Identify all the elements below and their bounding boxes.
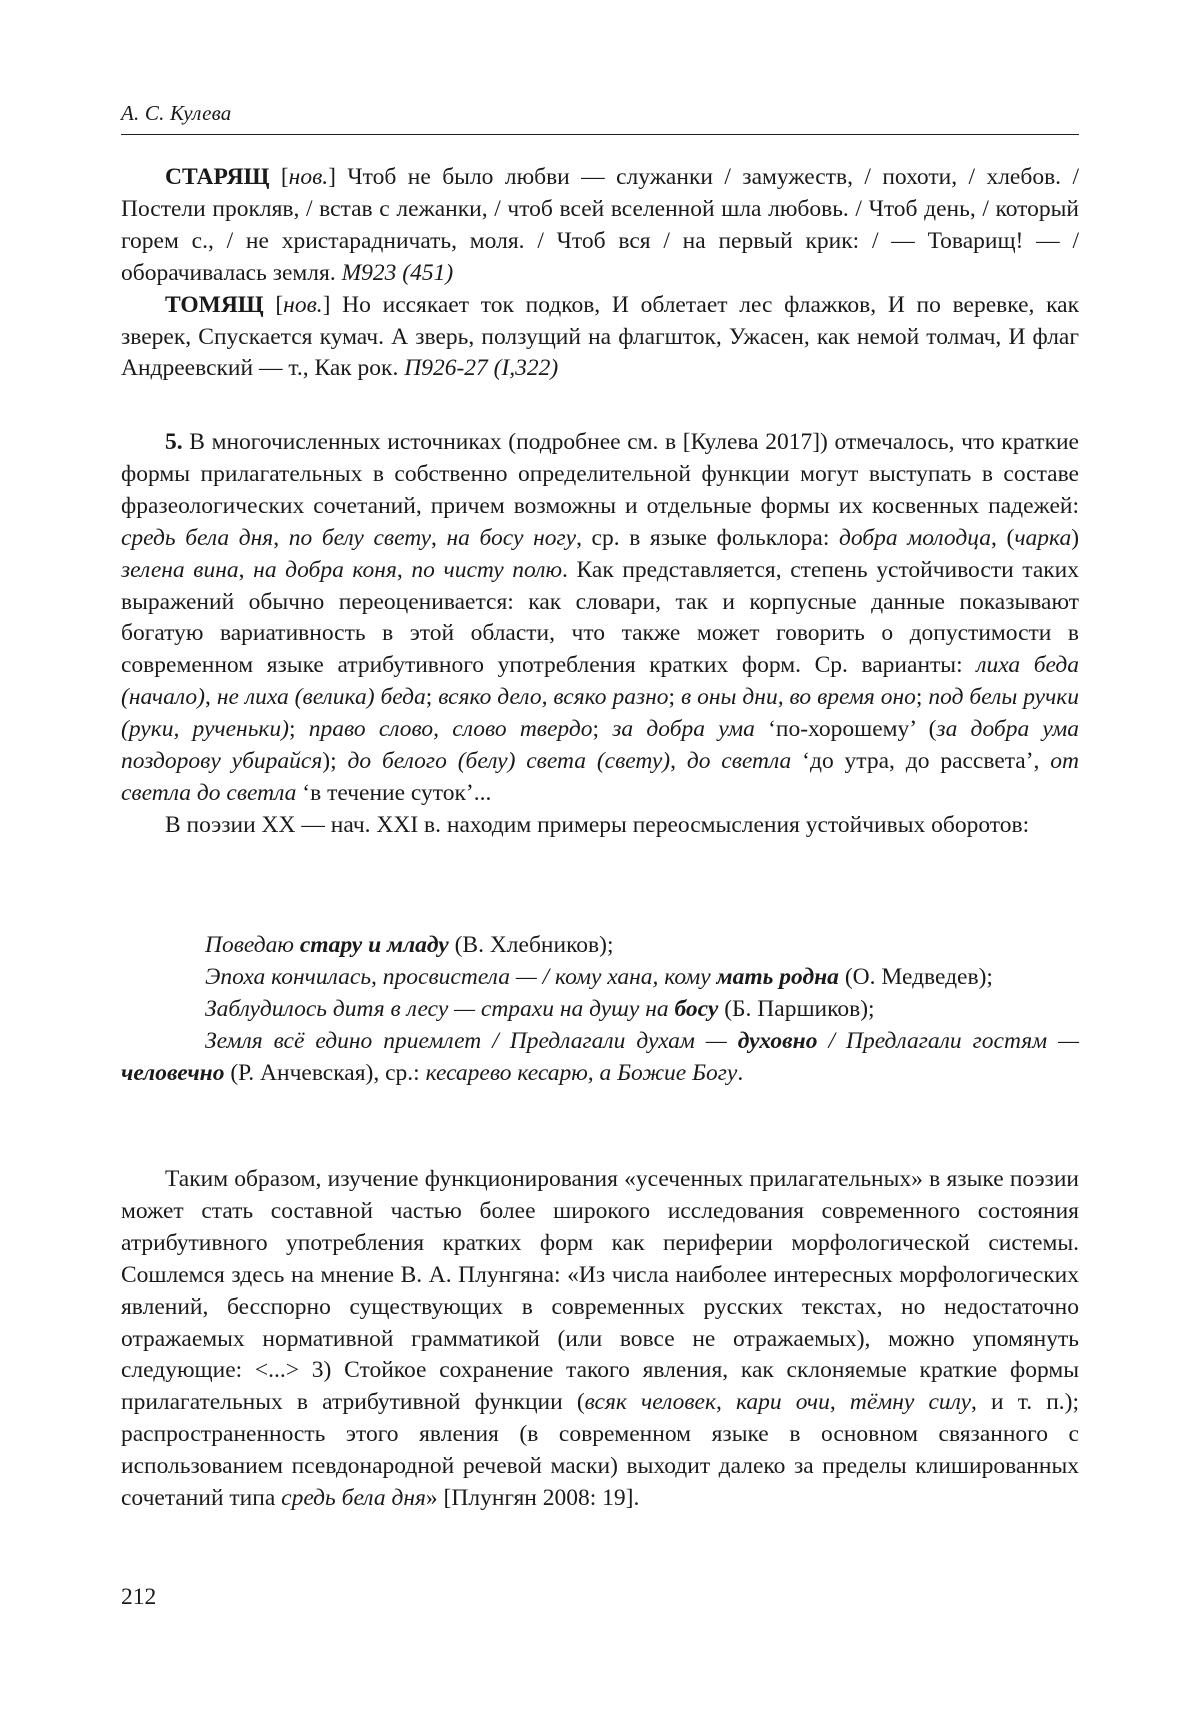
example-phrase: кари очи	[735, 1389, 830, 1416]
quote-text: Эпоха кончилась, просвистела — / кому хана, кому	[205, 963, 717, 990]
punctuation: )	[1071, 524, 1080, 551]
entry-bracket: [	[263, 291, 284, 318]
punctuation: .	[737, 1059, 744, 1086]
variant-phrase: всяко дело, всяко разно	[438, 684, 669, 711]
quote-author: (О. Медведев);	[838, 963, 993, 990]
body-text: Таким образом, изучение функционирования «усеченных прилагательных» в языке поэзии может стать составной частью более широкого исследования современного состояния атрибутивного употребления кратких форм как периферии морфологической системы. Сошлемся здесь на мнение В. А. Плунгяна: «Из числа наиболее интересных морфологических явлений, бесспорно существующих в современных русских текстах, но недостаточно отражаемых нормативной грамматикой (или вовсе не отражаемых), можно упомянуть следующие: <...> 3) Стойкое сохранение такого явления, как склоняемые краткие формы прилагательных в атрибутивной функции (	[121, 1166, 1079, 1416]
entry-tag: нов.	[288, 164, 329, 190]
quote-text: / Предлагали гостям —	[817, 1027, 1080, 1054]
punctuation: ,	[273, 524, 289, 551]
punctuation: ,	[829, 1389, 850, 1416]
section-5-paragraph-1	[121, 427, 1079, 810]
variant-phrase: за добра ума	[612, 716, 755, 743]
gloss: ‘по-хорошему’ (	[754, 716, 937, 743]
variant-phrase: не лиха (велика) беда	[216, 684, 426, 711]
quote-text: Земля всё едино приемлет / Предлагали духам —	[205, 1027, 738, 1054]
quote-highlight: человечно	[121, 1059, 225, 1086]
example-phrase: по чисту полю	[411, 556, 563, 583]
punctuation: ;	[915, 684, 929, 711]
quote-highlight: стару и младу	[299, 932, 449, 958]
punctuation: ,	[238, 556, 254, 583]
example-phrase: зелена вина	[121, 556, 239, 583]
punctuation: ,	[396, 556, 412, 583]
variant-phrase: от светла до светла	[121, 748, 1080, 806]
quote-line	[121, 994, 1079, 1026]
variant-phrase: под белы ручки (руки, рученьки)	[121, 684, 1080, 743]
quote-text: Поведаю	[205, 932, 300, 958]
example-phrase: тёмну силу	[849, 1389, 972, 1416]
header-rule	[121, 134, 1079, 135]
quote-highlight: духовно	[737, 1027, 818, 1054]
variant-phrase: до белого (белу) света (свету)	[347, 748, 671, 775]
body-text: » [Плунгян 2008: 19].	[425, 1485, 640, 1512]
entry-source: П926-27 (I,322)	[404, 355, 559, 382]
example-phrase: чарка	[1014, 524, 1072, 551]
punctuation: ;	[425, 684, 439, 711]
body-text: . Как представляется, степень устойчивости таких выражений обычно переоценивается: как словари, так и корпусные данные показывают богатую вариативность в этой области, что также может говорить о допустимости в современном языке атрибутивного употребления кратких форм. Ср. варианты:	[121, 556, 1080, 679]
conclusion	[121, 1164, 1079, 1515]
entry-headword: СТАРЯЩ	[165, 164, 270, 190]
entry-tag: нов.	[283, 291, 323, 318]
body-text: , и т. п.); распространенность этого явления (в современном языке в основном связанного с использованием псевдонародной речевой маски) выходит далеко за пределы клишированных сочетаний типа	[121, 1389, 1080, 1512]
punctuation: ;	[592, 716, 613, 743]
section-5	[121, 427, 1079, 842]
punctuation: ,	[670, 748, 687, 775]
example-phrase: на босу ногу	[446, 524, 577, 551]
punctuation: ;	[668, 684, 681, 711]
entry-text: Чтоб не было любви — служанки / замужеств, / похоти, / хлебов. / Постели прокляв, / встав с лежанки, / чтоб всей вселенной шла любовь. / Чтоб день, / который горем с., / не христарадничать, моля. / Чтоб вся / на первый крик: / — Товарищ! — / оборачивалась земля.	[121, 164, 1079, 286]
conclusion-paragraph	[121, 1164, 1079, 1515]
entry-tomyashch	[121, 290, 1079, 386]
variant-phrase: лиха беда (начало)	[121, 652, 1079, 711]
entry-text: Но иссякает ток подков, И облетает лес флажков, И по веревке, как зверек, Спускается кумач. А зверь, ползущий на флагшток, Ужасен, как немой толмач, И флаг Андреевский — т., Как рок.	[121, 291, 1080, 382]
quote-author: (Б. Паршиков);	[718, 995, 875, 1022]
entry-bracket: ]	[328, 164, 336, 190]
body-text: , ср. в языке фольклора:	[576, 524, 839, 551]
example-phrase: добра молодца	[838, 524, 992, 551]
dictionary-entries	[121, 162, 1079, 385]
example-phrase: на добра коня	[253, 556, 397, 583]
quote-author: (В. Хлебников);	[448, 932, 614, 958]
quote-line	[121, 962, 1079, 994]
body-text: В многочисленных источниках (подробнее см. в [Кулева 2017]) отмечалось, что краткие формы прилагательных в собственно определительной функции могут выступать в составе фразеологических сочетаний, причем возможны и отдельные формы их косвенных падежей:	[121, 429, 1079, 519]
quote-text: кесарево кесарю, а Божие Богу	[425, 1059, 738, 1086]
quote-line	[121, 930, 1079, 962]
gloss: ‘до утра, до рассвета’,	[791, 748, 1051, 775]
section-5-paragraph-2: В поэзии XX — нач. XXI в. находим примеры переосмысления устойчивых оборотов:	[165, 811, 1030, 838]
entry-bracket: [	[269, 164, 289, 190]
variant-phrase: в оны дни, во время оно	[681, 684, 916, 711]
punctuation: );	[322, 748, 348, 775]
section-number: 5.	[165, 429, 183, 455]
variant-phrase: за добра ума поздорову убирайся	[121, 716, 1080, 775]
example-phrase: средь бела дня	[281, 1485, 426, 1512]
page-number: 212	[121, 1584, 157, 1610]
entry-source: М923 (451)	[341, 259, 454, 286]
quote-highlight: босу	[674, 995, 719, 1022]
entry-headword: ТОМЯЩ	[165, 291, 264, 318]
gloss: ‘в течение суток’...	[296, 779, 492, 806]
quote-highlight: мать родна	[716, 963, 839, 990]
example-phrase: всяк человек	[584, 1389, 716, 1416]
punctuation: ,	[431, 524, 447, 551]
poetry-quotes	[121, 930, 1079, 1090]
punctuation: ;	[288, 716, 309, 743]
variant-phrase: до светла	[686, 748, 792, 775]
quote-author: (Р. Анчевская), ср.:	[224, 1059, 426, 1086]
entry-bracket: ]	[322, 291, 331, 318]
quote-line	[121, 1026, 1079, 1090]
variant-phrase: право слово, слово твердо	[308, 716, 593, 743]
punctuation: , (	[991, 524, 1015, 551]
punctuation: ,	[715, 1389, 736, 1416]
punctuation: ,	[205, 684, 217, 711]
running-head-author: А. С. Кулева	[121, 101, 232, 125]
example-phrase: средь бела дня	[121, 524, 274, 551]
quote-text: Заблудилось дитя в лесу — страхи на душу на	[205, 995, 675, 1022]
example-phrase: по белу свету	[288, 524, 432, 551]
entry-staryashch	[121, 162, 1079, 290]
